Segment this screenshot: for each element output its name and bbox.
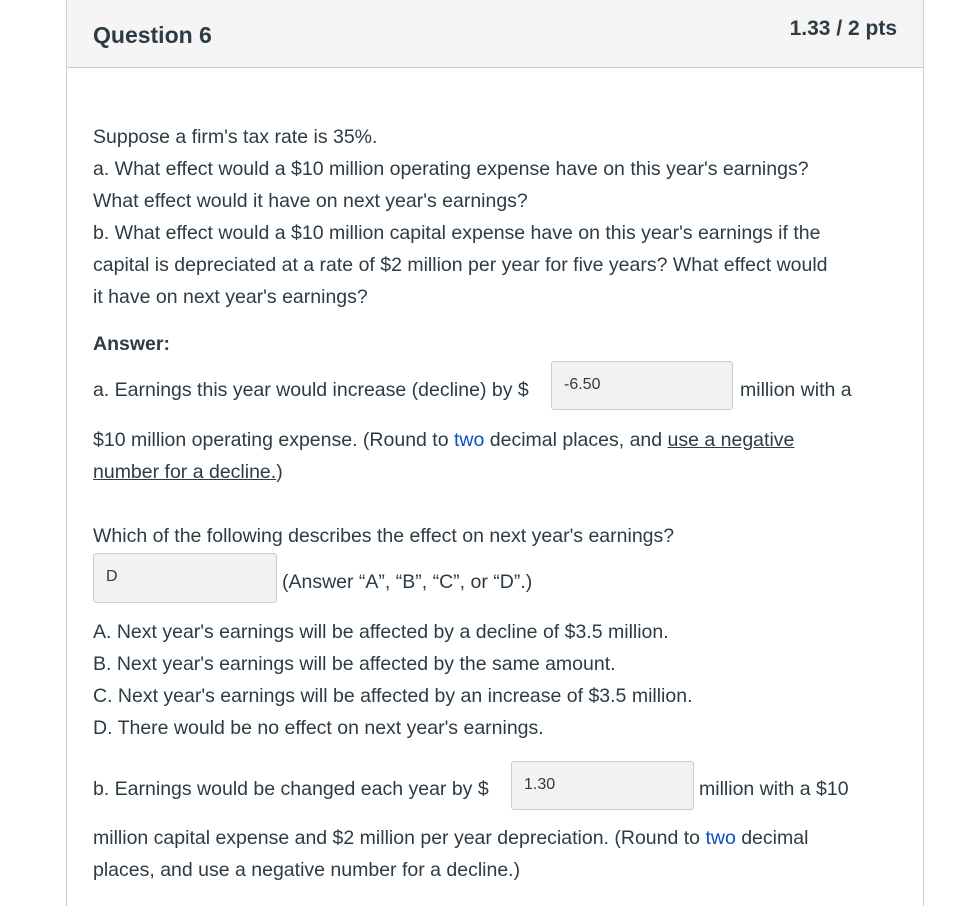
next-year-answer-input[interactable]: D (93, 553, 277, 603)
part-a-instruction (93, 424, 794, 456)
part-a-instruction-cont (93, 456, 283, 488)
question-prompt (93, 121, 893, 313)
question-card (66, 0, 924, 906)
instruction-two: two (453, 429, 485, 451)
option-a: A. Next year's earnings will be affected by a decline of $3.5 million. (93, 621, 669, 643)
part-b-prefix: b. Earnings would be changed each year by $ (93, 778, 489, 800)
question-title: Question 6 (93, 22, 212, 48)
prompt-line: a. What effect would a $10 million operating expense have on this year's earnings? (93, 158, 809, 180)
instruction-text: million capital expense and $2 million per year depreciation. (Round to (93, 827, 706, 849)
instruction-text: $10 million operating expense. (Round to (93, 429, 454, 451)
instruction-underline: number for a decline. (93, 461, 277, 483)
prompt-line: capital is depreciated at a rate of $2 million per year for five years? What effect would (93, 254, 828, 276)
part-b-instruction (93, 822, 808, 854)
next-year-hint: (Answer “A”, “B”, “C”, or “D”.) (282, 571, 533, 593)
instruction-two: two (705, 827, 736, 849)
part-a-prefix: a. Earnings this year would increase (decline) by $ (93, 379, 529, 401)
part-b-suffix: million with a $10 (699, 778, 849, 800)
part-b-answer-input[interactable]: 1.30 (511, 761, 694, 810)
next-year-question: Which of the following describes the effect on next year's earnings? (93, 525, 675, 547)
option-c: C. Next year's earnings will be affected by an increase of $3.5 million. (93, 685, 693, 707)
answer-label: Answer: (93, 333, 170, 355)
instruction-underline: use a negative (667, 429, 795, 451)
instruction-text: decimal places, and (484, 429, 668, 451)
prompt-line: Suppose a firm's tax rate is 35%. (93, 126, 378, 148)
option-b: B. Next year's earnings will be affected by the same amount. (93, 653, 616, 675)
prompt-line: What effect would it have on next year's earnings? (93, 190, 528, 212)
prompt-line: it have on next year's earnings? (93, 286, 368, 308)
part-b-instruction-cont: places, and use a negative number for a decline.) (93, 859, 521, 881)
part-a-answer-input[interactable]: -6.50 (551, 361, 733, 410)
option-d: D. There would be no effect on next year's earnings. (93, 717, 544, 739)
instruction-text: ) (276, 461, 283, 483)
part-a-suffix: million with a (740, 379, 852, 401)
question-points: 1.33 / 2 pts (789, 17, 897, 40)
options-list (93, 616, 893, 744)
prompt-line: b. What effect would a $10 million capital expense have on this year's earnings if the (93, 222, 821, 244)
instruction-text: decimal (735, 827, 809, 849)
question-header (67, 0, 923, 68)
